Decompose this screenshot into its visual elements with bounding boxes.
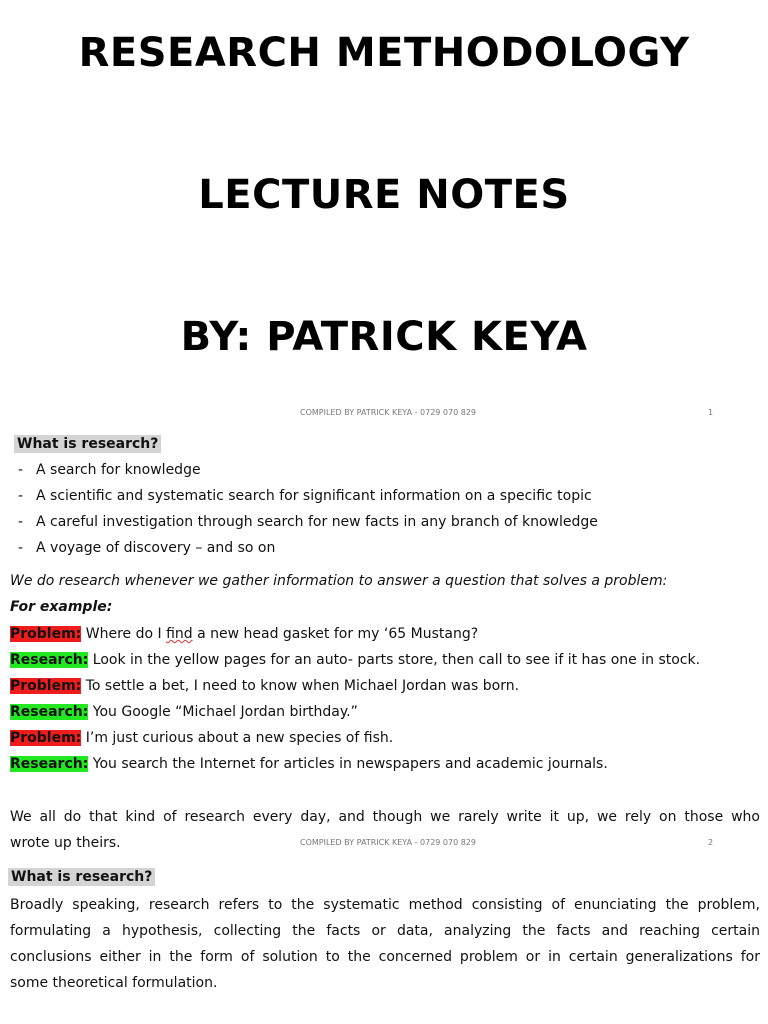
bullet-item: - A scientific and systematic search for significant information on a specific topic bbox=[18, 488, 592, 504]
problem-tag: Problem: bbox=[10, 678, 82, 694]
problem-tag: Problem: bbox=[10, 730, 82, 746]
paragraph-line: formulating a hypothesis, collecting the facts or data, analyzing the facts and reaching certain bbox=[10, 923, 760, 939]
spellcheck-word: find bbox=[166, 626, 193, 642]
intro-text: We do research whenever we gather information to answer a question that solves a problem: bbox=[10, 573, 668, 589]
example-research: Research: You search the Internet for articles in newspapers and academic journals. bbox=[10, 756, 608, 772]
research-tag: Research: bbox=[10, 652, 89, 668]
cover-author: BY: PATRICK KEYA bbox=[180, 314, 588, 360]
section-heading: What is research? bbox=[8, 868, 155, 886]
example-label: For example: bbox=[10, 599, 113, 615]
example-problem: Problem: To settle a bet, I need to know when Michael Jordan was born. bbox=[10, 678, 520, 694]
example-problem: Problem: I’m just curious about a new species of fish. bbox=[10, 730, 394, 746]
closing-text: wrote up theirs. bbox=[10, 835, 121, 851]
section-heading: What is research? bbox=[14, 435, 161, 453]
bullet-item: - A voyage of discovery – and so on bbox=[18, 540, 276, 556]
bullet-item: - A search for knowledge bbox=[18, 462, 201, 478]
bullet-item: - A careful investigation through search for new facts in any branch of knowledge bbox=[18, 514, 598, 530]
cover-title: RESEARCH METHODOLOGY bbox=[78, 30, 690, 76]
page-number: 1 bbox=[708, 408, 714, 417]
footer-text: COMPILED BY PATRICK KEYA - 0729 070 829 bbox=[300, 838, 477, 847]
example-problem: Problem: Where do I find a new head gasket for my ‘65 Mustang? bbox=[10, 626, 479, 642]
research-tag: Research: bbox=[10, 704, 89, 720]
footer-text: COMPILED BY PATRICK KEYA - 0729 070 829 bbox=[300, 408, 477, 417]
paragraph-line: some theoretical formulation. bbox=[10, 975, 218, 991]
cover-subtitle: LECTURE NOTES bbox=[198, 172, 570, 218]
closing-text: We all do that kind of research every day, and though we rarely write it up, we rely on those who bbox=[10, 809, 760, 825]
example-research: Research: You Google “Michael Jordan birthday.” bbox=[10, 704, 358, 720]
paragraph-line: conclusions either in the form of solution to the concerned problem or in certain generalizations for bbox=[10, 949, 760, 965]
problem-tag: Problem: bbox=[10, 626, 82, 642]
paragraph-line: Broadly speaking, research refers to the systematic method consisting of enunciating the problem, bbox=[10, 897, 760, 913]
example-research: Research: Look in the yellow pages for an auto- parts store, then call to see if it has one in stock. bbox=[10, 652, 701, 668]
page-number: 2 bbox=[708, 838, 714, 847]
research-tag: Research: bbox=[10, 756, 89, 772]
